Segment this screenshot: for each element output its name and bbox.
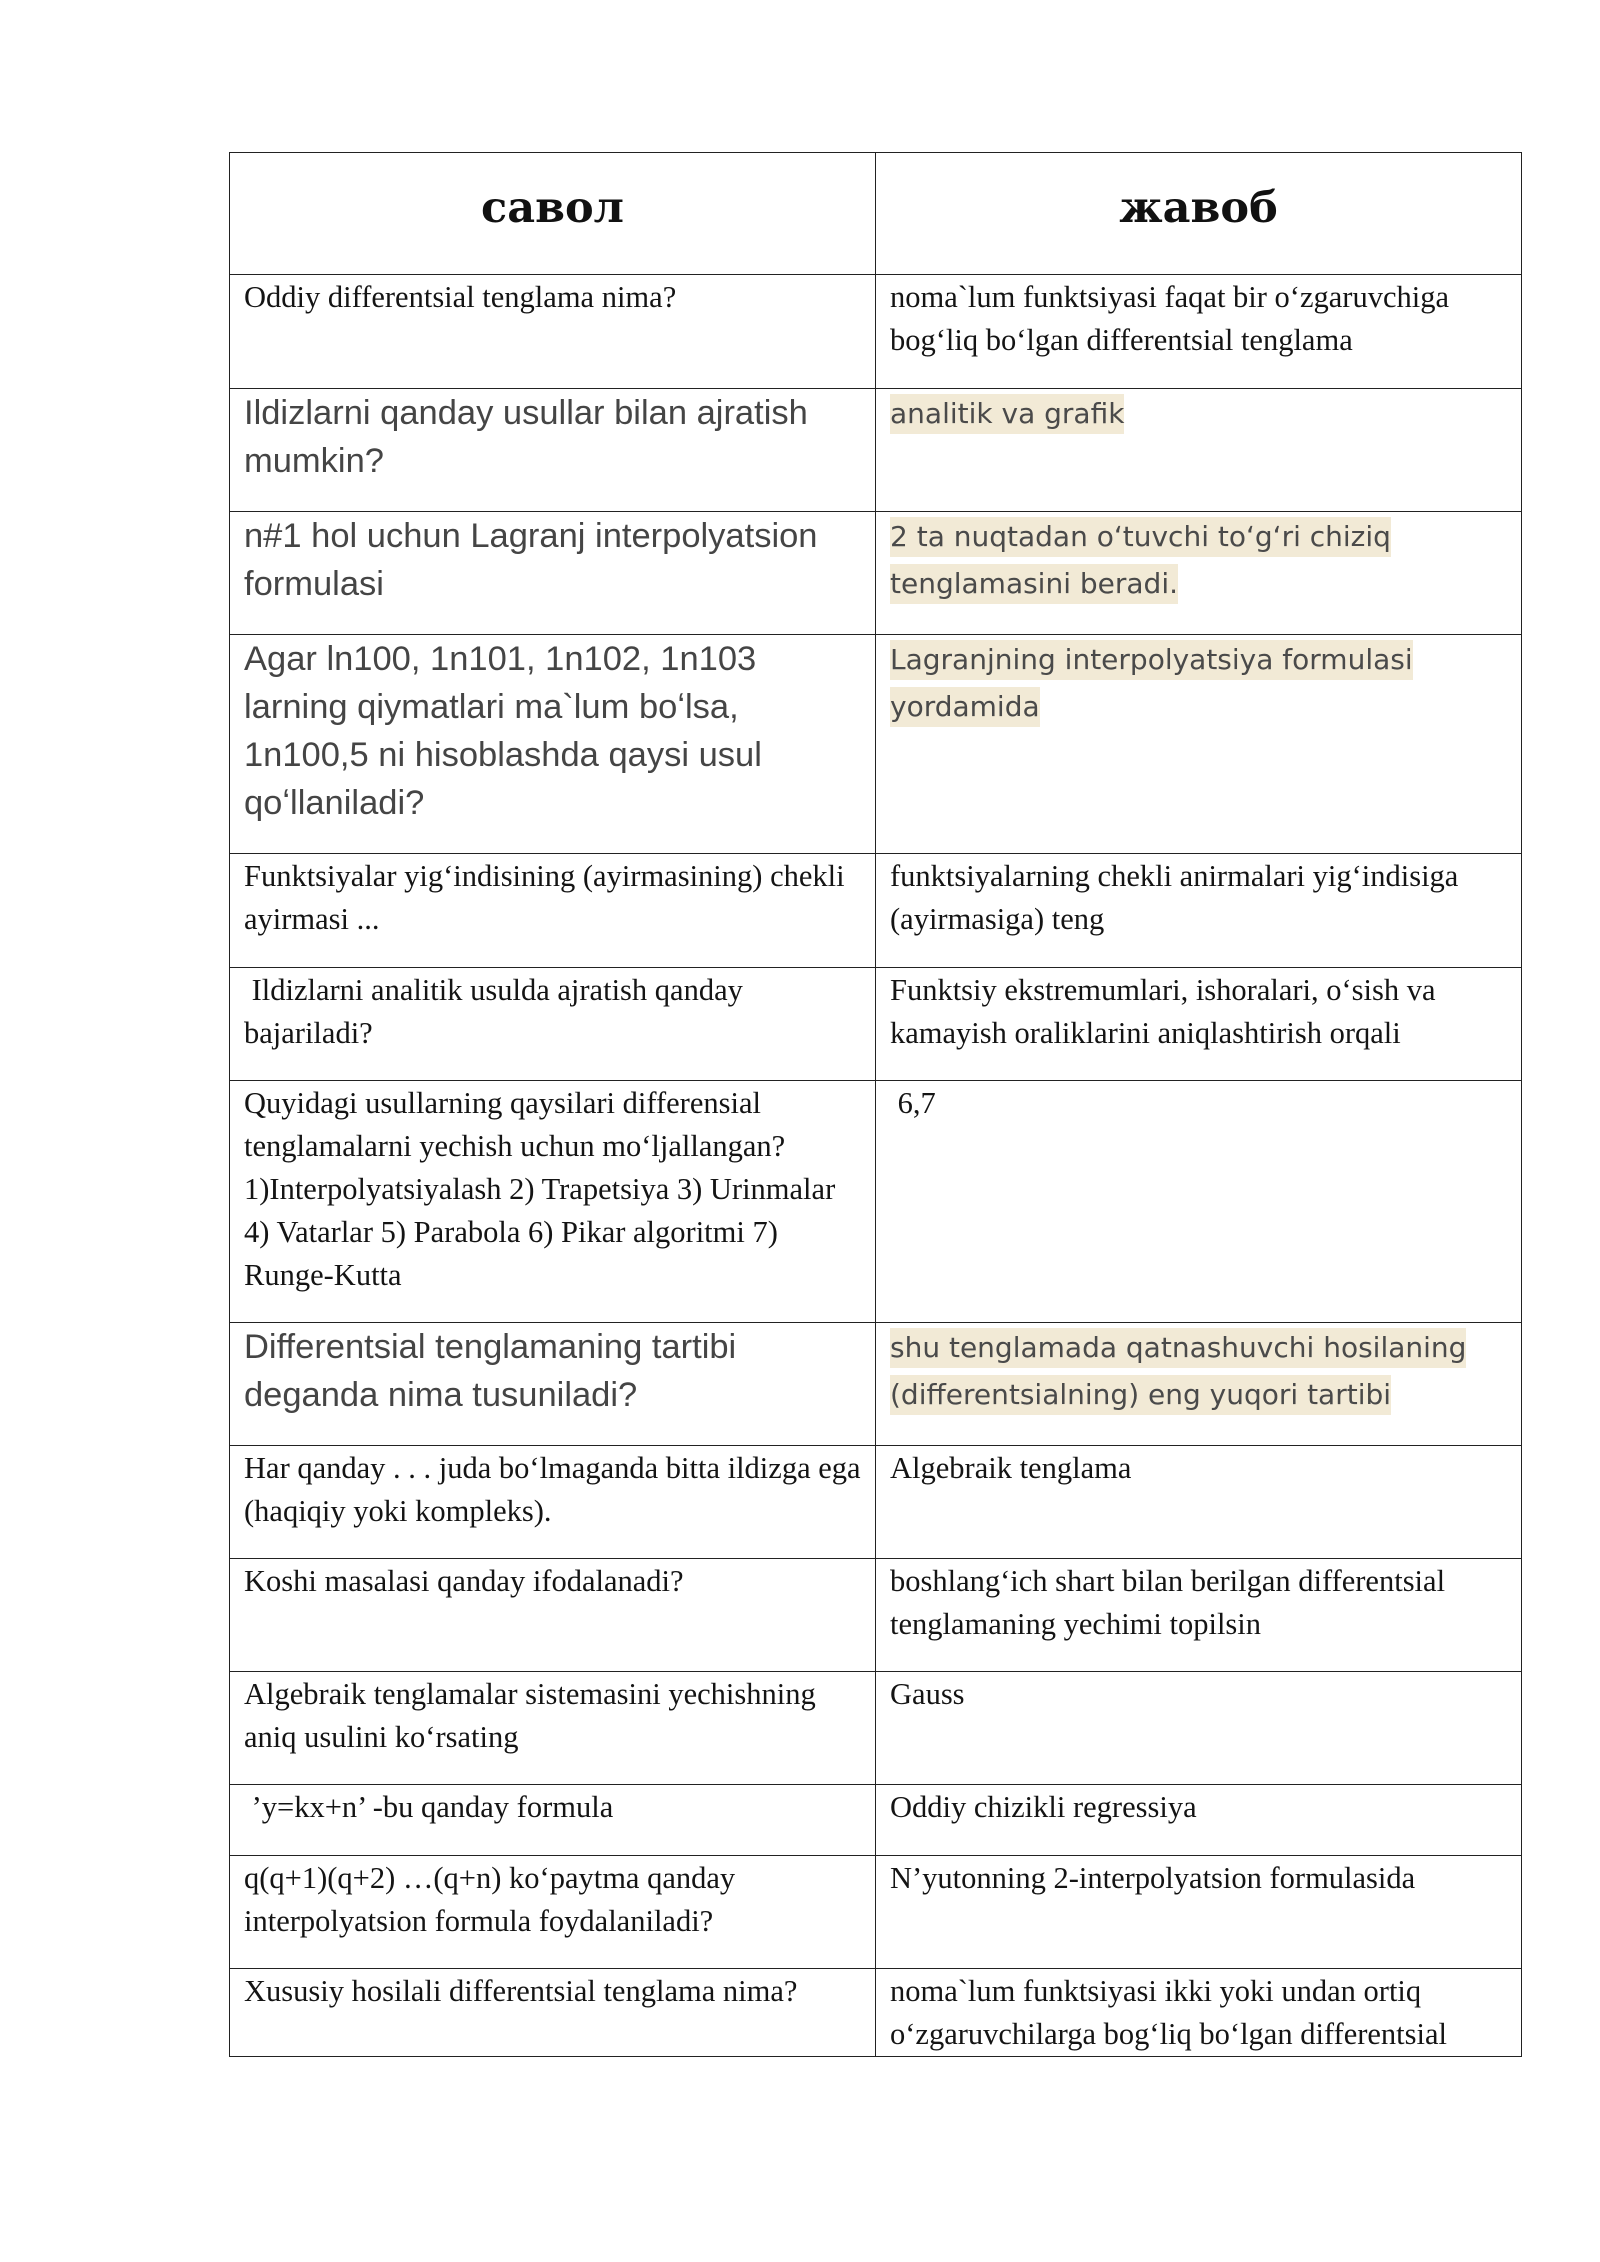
highlighted-answer: 2 ta nuqtadan oʻtuvchi toʻgʻri chiziq tenglamasini beradi. (890, 517, 1391, 604)
question-cell: Funktsiyalar yigʻindisining (ayirmasining) chekli ayirmasi ... (230, 854, 876, 968)
question-cell: n#1 hol uchun Lagranj interpolyatsion formulasi (230, 512, 876, 635)
table-row (230, 1969, 1522, 2057)
answer-cell: Gauss (876, 1672, 1522, 1785)
answer-cell (876, 1323, 1522, 1446)
answer-cell: 6,7 (876, 1081, 1522, 1323)
answer-cell (876, 389, 1522, 512)
answer-cell: Oddiy chizikli regressiya (876, 1785, 1522, 1856)
answer-cell: noma`lum funktsiyasi ikki yoki undan ortiq oʻzgaruvchilarga bogʻliq boʻlgan differentsial (876, 1969, 1522, 2057)
answer-cell: Funktsiy ekstremumlari, ishoralari, oʻsish va kamayish oraliklarini aniqlashtirish orqali (876, 968, 1522, 1081)
qa-table (229, 152, 1522, 2057)
table-row (230, 1081, 1522, 1323)
table-row (230, 275, 1522, 389)
table-row (230, 854, 1522, 968)
table-row (230, 1785, 1522, 1856)
answer-cell (876, 635, 1522, 854)
answer-cell: noma`lum funktsiyasi faqat bir oʻzgaruvchiga bogʻliq boʻlgan differentsial tenglama (876, 275, 1522, 389)
answer-cell: funktsiyalarning chekli anirmalari yigʻindisiga (ayirmasiga) teng (876, 854, 1522, 968)
question-cell: Ildizlarni qanday usullar bilan ajratish mumkin? (230, 389, 876, 512)
question-cell: Koshi masalasi qanday ifodalanadi? (230, 1559, 876, 1672)
table-row (230, 389, 1522, 512)
table-row (230, 635, 1522, 854)
question-cell: Agar ln100, 1n101, 1n102, 1n103 larning qiymatlari ma`lum boʻlsa, 1n100,5 ni hisoblashda qaysi usul qoʻllaniladi? (230, 635, 876, 854)
table-row (230, 1856, 1522, 1969)
table-row (230, 968, 1522, 1081)
table-row (230, 1672, 1522, 1785)
question-column-header: савол (230, 153, 876, 275)
question-cell: Algebraik tenglamalar sistemasini yechishning aniq usulini koʻrsating (230, 1672, 876, 1785)
answer-cell: N’yutonning 2-interpolyatsion formulasida (876, 1856, 1522, 1969)
answer-cell: Algebraik tenglama (876, 1446, 1522, 1559)
question-cell: Har qanday . . . juda boʻlmaganda bitta ildizga ega (haqiqiy yoki kompleks). (230, 1446, 876, 1559)
table-row (230, 1559, 1522, 1672)
question-cell: Differentsial tenglamaning tartibi deganda nima tusuniladi? (230, 1323, 876, 1446)
highlighted-answer: Lagranjning interpolyatsiya formulasi yordamida (890, 640, 1413, 727)
answer-column-header: жавоб (876, 153, 1522, 275)
question-cell: Oddiy differentsial tenglama nima? (230, 275, 876, 389)
question-cell: Quyidagi usullarning qaysilari differensial tenglamalarni yechish uchun moʻljallangan? 1)Interpolyatsiyalash 2) Trapetsiya 3) Urinmalar 4) Vatarlar 5) Parabola 6) Pikar algoritmi 7) Runge-Kutta (230, 1081, 876, 1323)
question-cell: q(q+1)(q+2) …(q+n) koʻpaytma qanday interpolyatsion formula foydalaniladi? (230, 1856, 876, 1969)
question-cell: Ildizlarni analitik usulda ajratish qanday bajariladi? (230, 968, 876, 1081)
table-row (230, 1323, 1522, 1446)
question-cell: Xususiy hosilali differentsial tenglama nima? (230, 1969, 876, 2057)
table-row (230, 1446, 1522, 1559)
answer-cell: boshlangʻich shart bilan berilgan differentsial tenglamaning yechimi topilsin (876, 1559, 1522, 1672)
table-row (230, 512, 1522, 635)
question-cell: ’y=kx+n’ -bu qanday formula (230, 1785, 876, 1856)
answer-cell (876, 512, 1522, 635)
table-header-row (230, 153, 1522, 275)
highlighted-answer: analitik va grafik (890, 394, 1124, 434)
highlighted-answer: shu tenglamada qatnashuvchi hosilaning (differentsialning) eng yuqori tartibi (890, 1328, 1466, 1415)
